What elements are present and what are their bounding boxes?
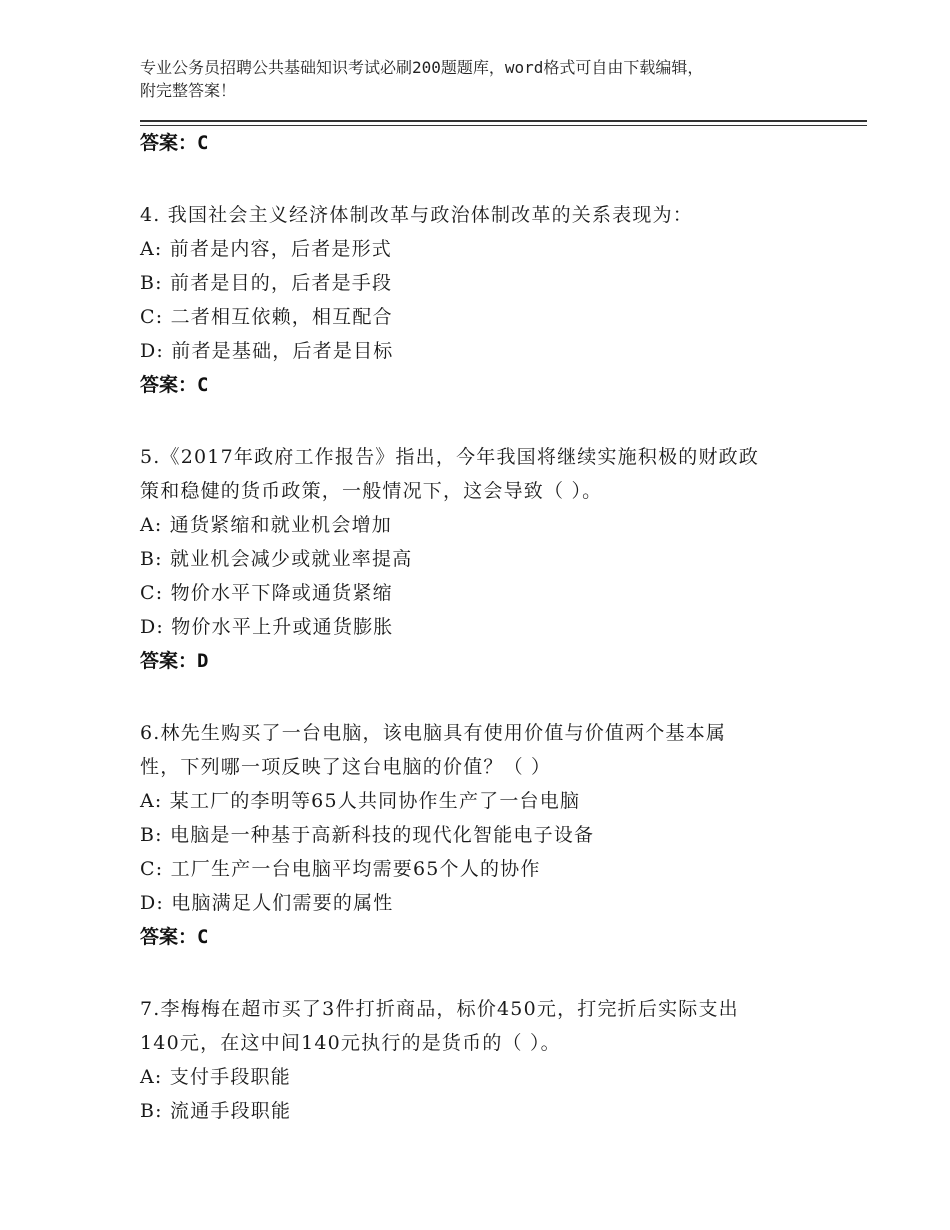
answer-label: 答案：C bbox=[140, 374, 209, 396]
document-body bbox=[140, 126, 820, 1128]
answer-label: 答案：D bbox=[140, 650, 209, 672]
question-text: 4. 我国社会主义经济体制改革与政治体制改革的关系表现为： bbox=[140, 204, 693, 226]
question-4 bbox=[140, 198, 820, 402]
option-d: D: 电脑满足人们需要的属性 bbox=[140, 892, 394, 914]
option-d: D: 前者是基础，后者是目标 bbox=[140, 340, 394, 362]
question-text: 性，下列哪一项反映了这台电脑的价值？（ ） bbox=[140, 756, 552, 778]
question-text: 5.《2017年政府工作报告》指出，今年我国将继续实施积极的财政政 bbox=[140, 446, 760, 468]
option-a: A: 通货紧缩和就业机会增加 bbox=[140, 514, 392, 536]
question-text: 140元，在这中间140元执行的是货币的（ ）。 bbox=[140, 1032, 561, 1054]
option-c: C: 物价水平下降或通货紧缩 bbox=[140, 582, 393, 604]
option-c: C: 二者相互依赖，相互配合 bbox=[140, 306, 393, 328]
header-line-2: 附完整答案！ bbox=[140, 81, 237, 100]
question-5 bbox=[140, 440, 820, 678]
option-a: A: 某工厂的李明等65人共同协作生产了一台电脑 bbox=[140, 790, 581, 812]
option-a: A: 支付手段职能 bbox=[140, 1066, 291, 1088]
option-c: C: 工厂生产一台电脑平均需要65个人的协作 bbox=[140, 858, 541, 880]
header-line-1: 专业公务员招聘公共基础知识考试必刷200题题库，word格式可自由下载编辑， bbox=[140, 58, 704, 77]
question-text: 6.林先生购买了一台电脑，该电脑具有使用价值与价值两个基本属 bbox=[140, 722, 727, 744]
answer-label: 答案：C bbox=[140, 926, 209, 948]
question-7 bbox=[140, 992, 820, 1128]
answer-label: 答案：C bbox=[140, 132, 209, 154]
option-a: A: 前者是内容，后者是形式 bbox=[140, 238, 392, 260]
option-b: B: 前者是目的，后者是手段 bbox=[140, 272, 393, 294]
option-b: B: 就业机会减少或就业率提高 bbox=[140, 548, 413, 570]
question-text: 7.李梅梅在超市买了3件打折商品，标价450元，打完折后实际支出 bbox=[140, 998, 739, 1020]
question-text: 策和稳健的货币政策，一般情况下，这会导致（ ）。 bbox=[140, 480, 603, 502]
page-header bbox=[140, 56, 830, 102]
option-d: D: 物价水平上升或通货膨胀 bbox=[140, 616, 394, 638]
option-b: B: 电脑是一种基于高新科技的现代化智能电子设备 bbox=[140, 824, 595, 846]
header-rule-thick bbox=[140, 120, 867, 122]
question-6 bbox=[140, 716, 820, 954]
option-b: B: 流通手段职能 bbox=[140, 1100, 292, 1122]
